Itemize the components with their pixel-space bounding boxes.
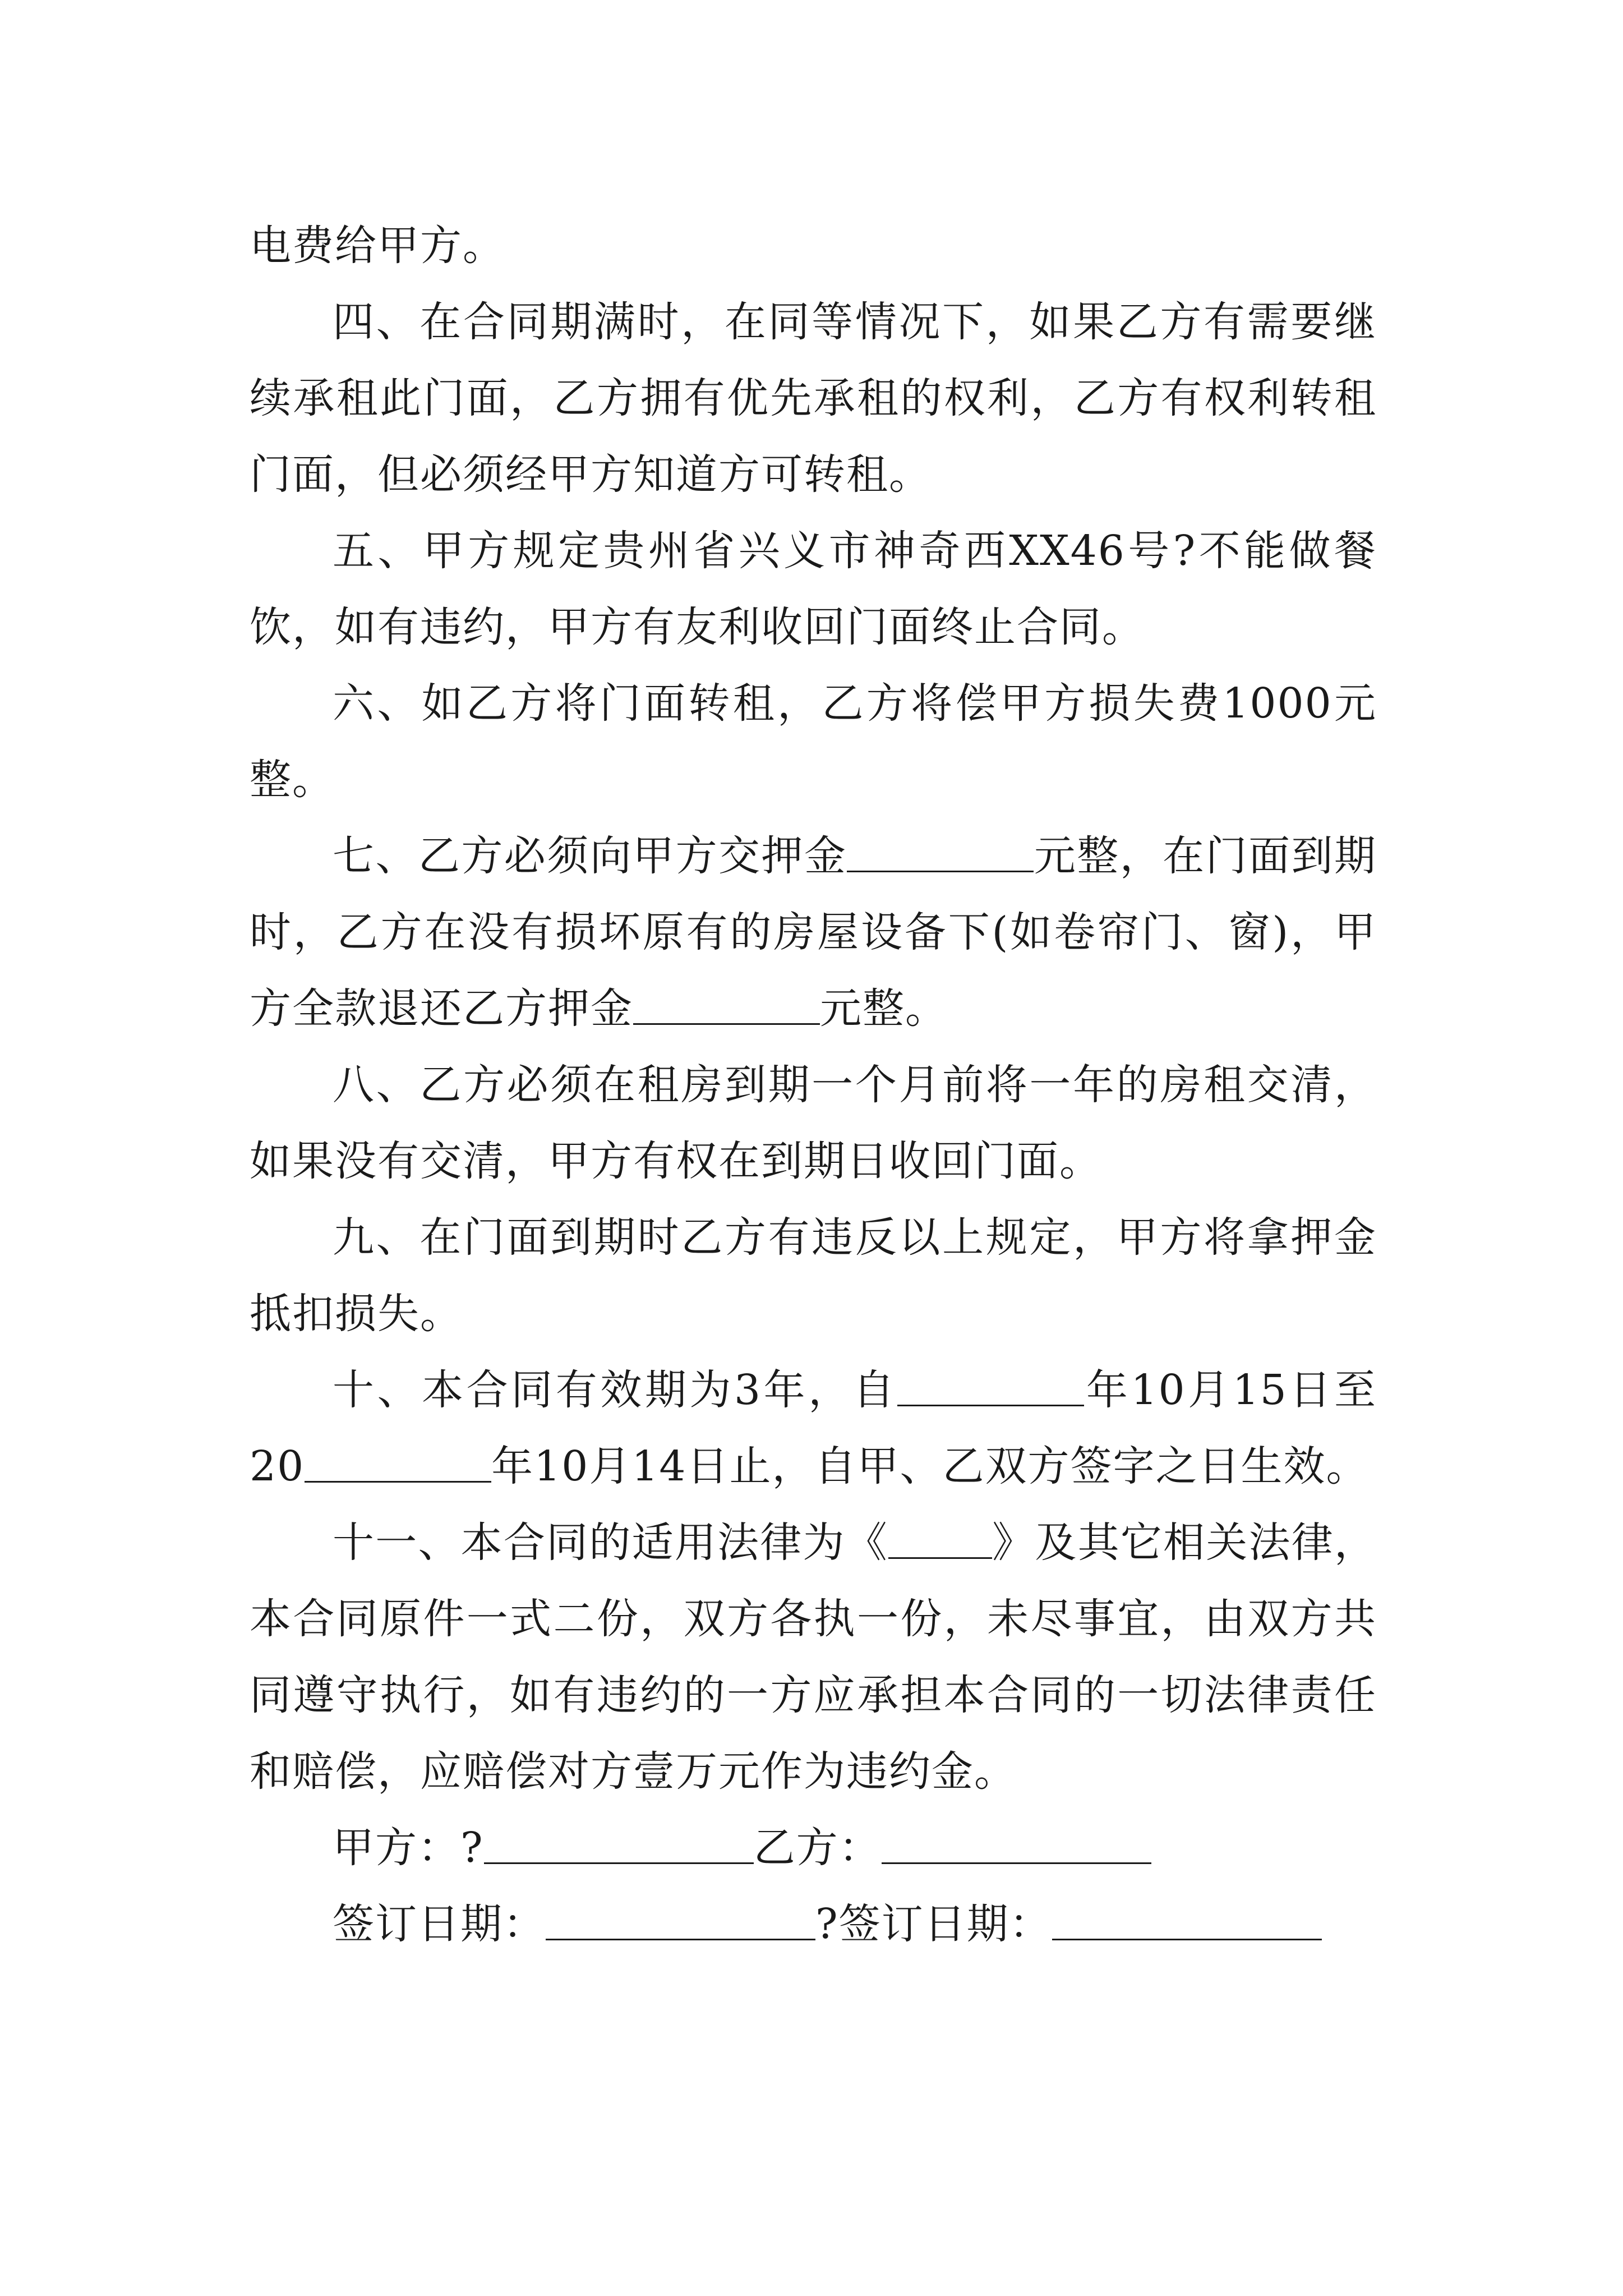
clause-text: 元整。 xyxy=(820,984,948,1033)
clause-4 xyxy=(250,284,1377,513)
clause-text: 四、在合同期满时，在同等情况下，如果乙方有需要继续承租此门面，乙方拥有优先承租的权利，乙方有权利转租门面，但必须经甲方知道方可转租。 xyxy=(250,298,1377,499)
clause-8 xyxy=(250,1047,1377,1199)
paragraph-text: 电费给甲方。 xyxy=(250,222,505,270)
clause-text: 八、乙方必须在租房到期一个月前将一年的房租交清，如果没有交清，甲方有权在到期日收回门面。 xyxy=(250,1061,1377,1185)
date-b-blank xyxy=(1052,1901,1322,1940)
clause-text: 五、甲方规定贵州省兴义市神奇西XX46号?不能做餐饮，如有违约，甲方有友利收回门面终止合同。 xyxy=(250,527,1377,651)
party-b-signature-blank xyxy=(882,1825,1151,1864)
clause-text: 》及其它相关法律，本合同原件一式二份，双方各执一份，未尽事宜，由双方共同遵守执行，如有违约的一方应承担本合同的一切法律责任和赔偿，应赔偿对方壹万元作为违约金。 xyxy=(250,1519,1377,1796)
clause-9 xyxy=(250,1199,1377,1352)
party-b-label: 乙方： xyxy=(753,1824,882,1872)
party-a-signature-blank xyxy=(484,1825,754,1864)
start-year-blank xyxy=(897,1367,1084,1406)
clause-10 xyxy=(250,1352,1377,1504)
end-year-blank xyxy=(305,1443,491,1483)
clause-text: 七、乙方必须向甲方交押金 xyxy=(333,832,847,880)
party-a-label: 甲方：? xyxy=(333,1824,484,1872)
date-a-blank xyxy=(546,1901,815,1940)
clause-6 xyxy=(250,665,1377,818)
deposit-blank xyxy=(847,833,1034,872)
clause-text: 十、本合同有效期为3年，自 xyxy=(333,1366,898,1414)
clause-text: 元整，在门面到期时，乙方在没有损坏原有的房屋设备下(如卷帘门、窗)，甲方全款退还乙方押金 xyxy=(250,832,1377,1033)
law-name-blank xyxy=(888,1520,992,1559)
refund-blank xyxy=(633,986,820,1025)
signature-row-parties xyxy=(250,1810,1377,1886)
paragraph-continuation xyxy=(250,208,1377,284)
date-a-label: 签订日期： xyxy=(333,1900,546,1948)
clause-11 xyxy=(250,1504,1377,1810)
clause-5 xyxy=(250,513,1377,665)
clause-text: 九、在门面到期时乙方有违反以上规定，甲方将拿押金抵扣损失。 xyxy=(250,1213,1377,1338)
date-b-label: ?签订日期： xyxy=(815,1900,1052,1948)
clause-7 xyxy=(250,818,1377,1047)
contract-body xyxy=(250,208,1377,1962)
signature-row-dates xyxy=(250,1886,1377,1962)
clause-text: 六、如乙方将门面转租，乙方将偿甲方损失费1000元整。 xyxy=(250,679,1377,804)
clause-text: 年10月15日至20 xyxy=(250,1366,1377,1490)
clause-text: 年10月14日止，自甲、乙双方签字之日生效。 xyxy=(491,1442,1369,1490)
clause-text: 十一、本合同的适用法律为《 xyxy=(333,1519,888,1567)
